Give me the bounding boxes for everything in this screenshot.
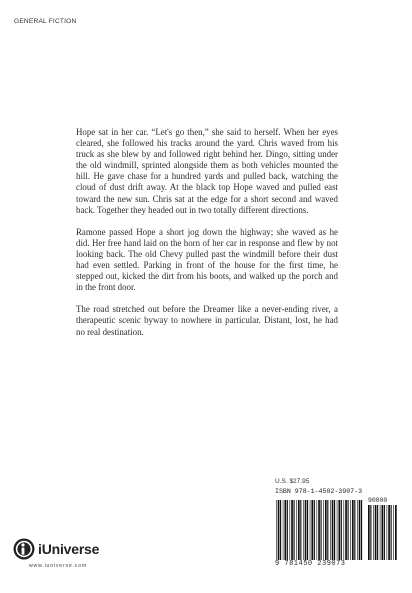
back-cover-excerpt: [76, 127, 338, 349]
publisher-logo: [13, 537, 99, 561]
genre-label: GENERAL FICTION: [14, 18, 77, 25]
publisher-name: iUniverse: [38, 541, 100, 557]
excerpt-paragraph: Ramone passed Hope a short jog down the highway; she waved as he did. Her free hand laid on the horn of her car in response and flew by not looking back. The old Chevy pulled past the windmill before their dust had even settled. Parking in front of the house for the first time, he stepped out, kicked the dirt from his boots, and walked up the porch and in the front door.: [76, 226, 338, 293]
barcode-digits: 9 781450 239073: [275, 560, 346, 568]
iuniverse-logo-icon: [13, 538, 35, 560]
isbn-barcode: [275, 488, 400, 578]
barcode-addon-code: 90000: [368, 497, 388, 504]
price-label: U.S. $27.95: [275, 478, 310, 485]
barcode-bars: [275, 500, 365, 560]
publisher-url: www.iuniverse.com: [29, 563, 87, 569]
barcode-addon-bars: [367, 505, 399, 560]
excerpt-paragraph: The road stretched out before the Dreamer like a never-ending river, a therapeutic scenic byway to nowhere in particular. Distant, lost, he had no real destination.: [76, 304, 338, 337]
isbn-number: ISBN 978-1-4502-3907-3: [275, 488, 363, 495]
excerpt-paragraph: Hope sat in her car. “Let's go then,” she said to herself. When her eyes cleared, she followed his tracks around the yard. Chris waved from his truck as she blew by and followed right behind her. Dingo, sitting under the old windmill, sprinted alongside them as both vehicles mounted the hill. He gave chase for a hundred yards and pulled back, watching the cloud of dust drift away. At the black top Hope waved and pulled east toward the new sun. Chris sat at the edge for a short second and waved back. Together they headed out in two totally different directions.: [76, 127, 338, 215]
